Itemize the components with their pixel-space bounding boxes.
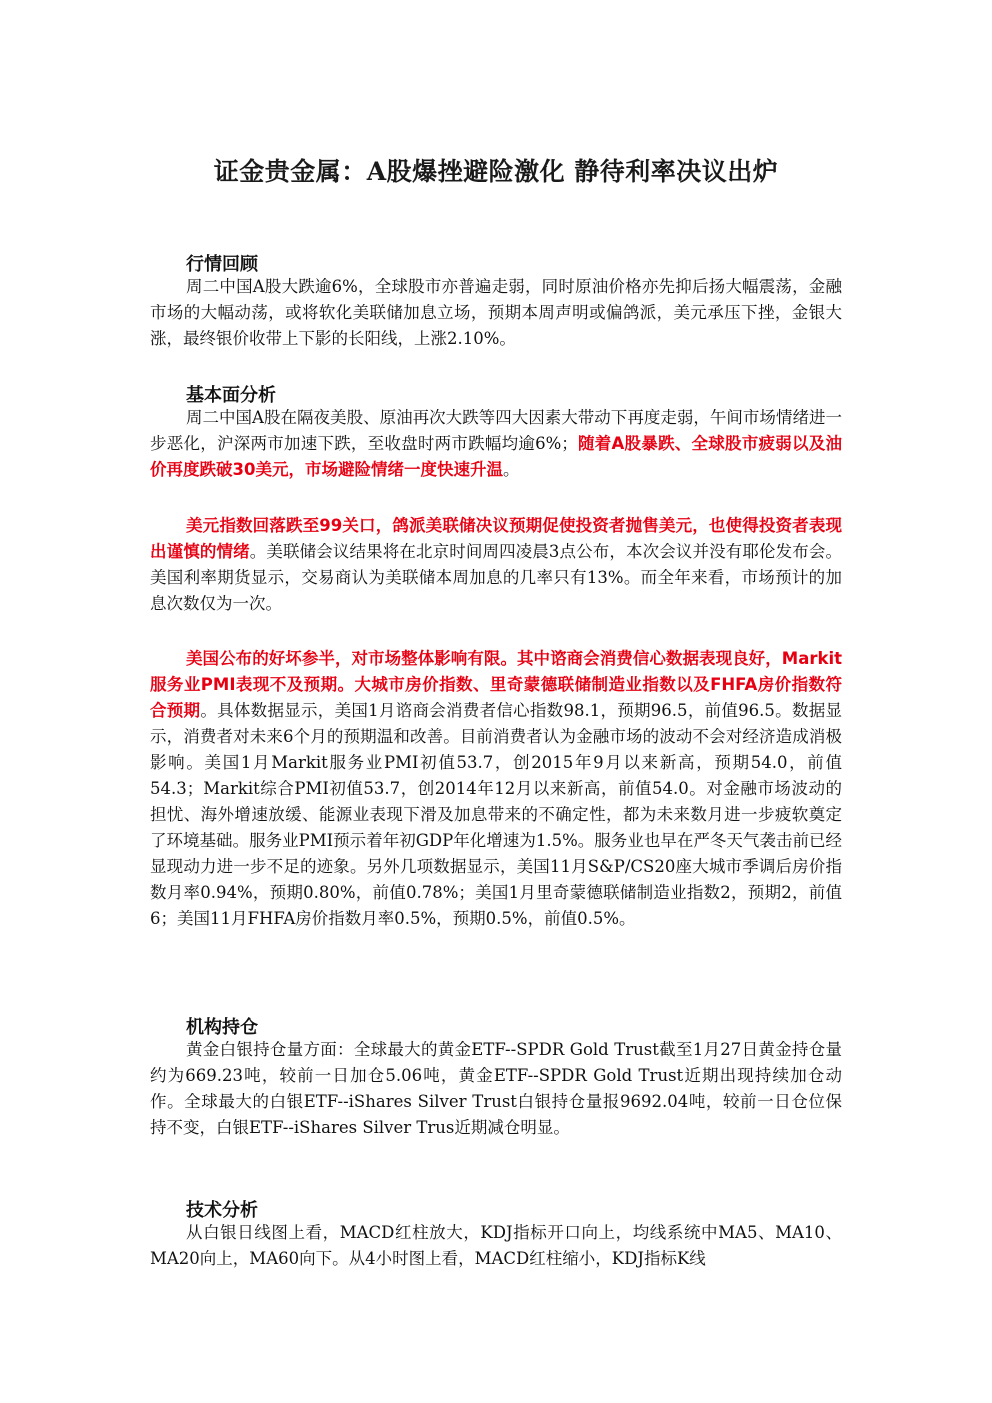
fundamental-paragraph-3 [150,646,842,932]
fundamental-p3-text: 。具体数据显示，美国1月谘商会消费者信心指数98.1，预期96.5，前值96.5。数据显示，消费者对未来6个月的预期温和改善。目前消费者认为金融市场的波动不会对经济造成消极影响。美国1月Markit服务业PMI初值53.7，创2015年9月以来新高，预期54.0，前值54.3；Markit综合PMI初值53.7，创2014年12月以来新高，前值54.0。对金融市场波动的担忧、海外增速放缓、能源业表现下滑及加息带来的不确定性，都为未来数月进一步疲软奠定了环境基础。服务业PMI预示着年初GDP年化增速为1.5%。服务业也早在严冬天气袭击前已经显现动力进一步不足的迹象。另外几项数据显示，美国11月S&P/CS20座大城市季调后房价指数月率0.94%，预期0.80%，前值0.78%；美国1月里奇蒙德联储制造业指数2，预期2，前值6；美国11月FHFA房价指数月率0.5%，预期0.5%，前值0.5%。 [150,701,843,928]
review-paragraph: 周二中国A股大跌逾6%，全球股市亦普遍走弱，同时原油价格亦先抑后扬大幅震荡，金融市场的大幅动荡，或将软化美联储加息立场，预期本周声明或偏鸽派，美元承压下挫，金银大涨，最终银价收带上下影的长阳线，上涨2.10%。 [150,277,842,348]
holdings-paragraph: 黄金白银持仓量方面：全球最大的黄金ETF--SPDR Gold Trust截至1月27日黄金持仓量约为669.23吨，较前一日加仓5.06吨，黄金ETF--SPDR Gold Trust近期出现持续加仓动作。全球最大的白银ETF--iShares Silver Trust白银持仓量报9692.04吨，较前一日仓位保持不变，白银ETF--iShares Silver Trus近期减仓明显。 [150,1040,842,1137]
page-title: 证金贵金属：A股爆挫避险激化 静待利率决议出炉 [213,157,779,186]
fundamental-paragraph-2 [150,513,842,617]
fundamental-p1-text: 周二中国A股在隔夜美股、原油再次大跌等四大因素大带动下再度走弱，午间市场情绪进一步恶化，沪深两市加速下跌，至收盘时两市跌幅均逾6%； [150,408,842,453]
section-heading-fundamental: 基本面分析 [186,385,276,406]
fundamental-p1-end: 。 [502,460,520,479]
section-heading-technical: 技术分析 [186,1200,258,1221]
section-heading-holdings: 机构持仓 [186,1017,258,1038]
fundamental-p3-highlight: 美国公布的好坏参半，对市场整体影响有限。其中谘商会消费信心数据表现良好，Markit服务业PMI表现不及预期。大城市房价指数、里奇蒙德联储制造业指数以及FHFA房价指数符合预期 [150,649,842,720]
fundamental-p2-text: 。美联储会议结果将在北京时间周四凌晨3点公布，本次会议并没有耶伦发布会。美国利率期货显示，交易商认为美联储本周加息的几率只有13%。而全年来看，市场预计的加息次数仅为一次。 [150,542,843,613]
fundamental-paragraph-1 [150,405,842,483]
section-heading-review: 行情回顾 [186,254,258,275]
technical-paragraph: 从白银日线图上看，MACD红柱放大，KDJ指标开口向上，均线系统中MA5、MA10、MA20向上，MA60向下。从4小时图上看，MACD红柱缩小，KDJ指标K线 [150,1223,842,1268]
fundamental-p2-highlight: 美元指数回落跌至99关口，鸽派美联储决议预期促使投资者抛售美元，也使得投资者表现出谨慎的情绪 [150,516,842,561]
fundamental-p1-highlight: 随着A股暴跌、全球股市疲弱以及油价再度跌破30美元，市场避险情绪一度快速升温 [150,434,842,479]
